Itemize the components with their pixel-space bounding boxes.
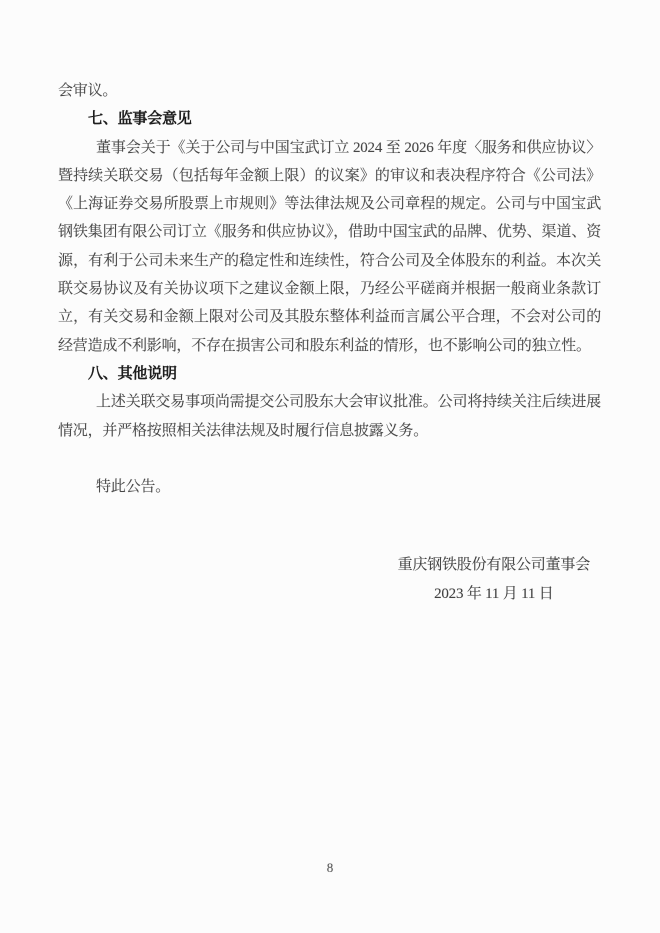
continuation-line: 会审议。 bbox=[58, 83, 118, 99]
closing-line: 特此公告。 bbox=[96, 479, 171, 496]
page-number: 8 bbox=[326, 860, 334, 875]
signature-block bbox=[58, 551, 601, 608]
section-paragraph-other-notes: 上述关联交易事项尚需提交公司股东大会审议批准。公司将持续关注后续进展情况，并严格按照相关法律法规及时履行信息披露义务。 bbox=[58, 394, 601, 439]
section-heading-other-notes: 八、其他说明 bbox=[88, 365, 177, 382]
signature-date: 2023 年 11 月 11 日 bbox=[434, 585, 554, 602]
signature-company: 重庆钢铁股份有限公司董事会 bbox=[397, 557, 590, 574]
section-heading-supervisory-opinion: 七、监事会意见 bbox=[88, 111, 192, 128]
section-paragraph-supervisory-opinion: 董事会关于《关于公司与中国宝武订立 2024 至 2026 年度〈服务和供应协议〉暨持续关联交易（包括每年金额上限）的议案》的审议和表决程序符合《公司法》《上海证券交易所股票上市规则》等法律法规及公司章程的规定。公司与中国宝武钢铁集团有限公司订立《服务和供应协议》，借助中国宝武的品牌、优势、渠道、资源，有利于公司未来生产的稳定性和连续性，符合公司及全体股东的利益。本次关联交易协议及有关协议项下之建议金额上限，乃经公平磋商并根据一般商业条款订立，有关交易和金额上限对公司及其股东整体利益而言属公平合理，不会对公司的经营造成不利影响，不存在损害公司和股东利益的情形，也不影响公司的独立性。 bbox=[58, 139, 601, 354]
